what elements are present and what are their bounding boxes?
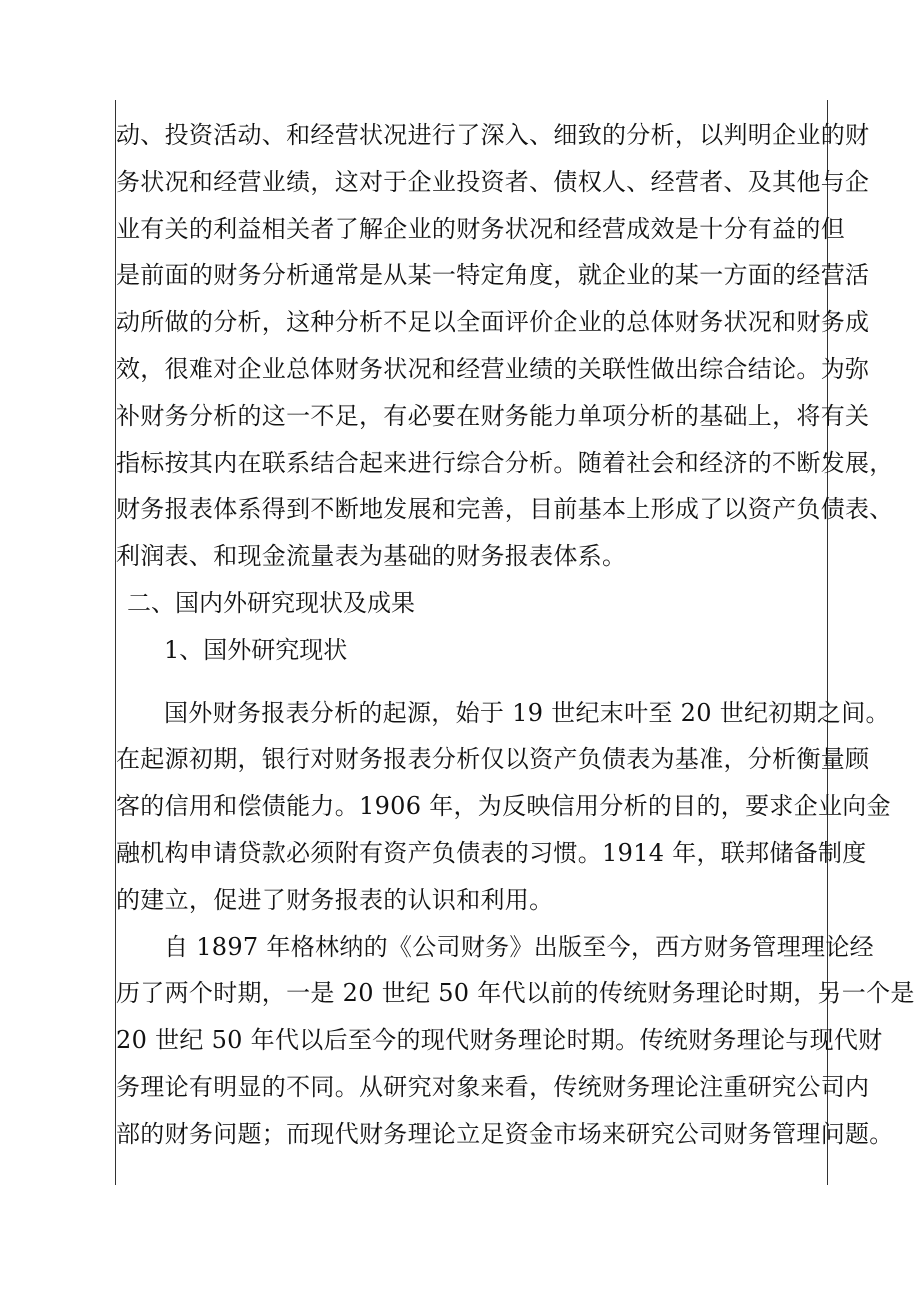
text-line: 务理论有明显的不同。从研究对象来看，传统财务理论注重研究公司内 — [116, 1072, 870, 1101]
text-line: 的建立，促进了财务报表的认识和利用。 — [116, 885, 554, 914]
paragraph-financial-analysis — [116, 112, 894, 580]
text-line: 20 世纪 50 年代以后至今的现代财务理论时期。传统财务理论与现代财 — [116, 1026, 883, 1055]
text-line: 国外财务报表分析的起源，始于 19 世纪末叶至 20 世纪初期之间。 — [164, 698, 890, 727]
text-line: 指标按其内在联系结合起来进行综合分析。随着社会和经济的不断发展， — [116, 448, 894, 477]
text-line: 业有关的利益相关者了解企业的财务状况和经营成效是十分有益的但 — [116, 214, 845, 243]
text-line: 部的财务问题；而现代财务理论立足资金市场来研究公司财务管理问题。 — [116, 1119, 894, 1148]
text-line: 客的信用和偿债能力。1906 年，为反映信用分析的目的，要求企业向金 — [116, 792, 891, 821]
section-heading: 二、国内外研究现状及成果 — [127, 588, 415, 617]
text-line: 利润表、和现金流量表为基础的财务报表体系。 — [116, 542, 627, 571]
text-line: 动所做的分析，这种分析不足以全面评价企业的总体财务状况和财务成 — [116, 308, 870, 337]
text-line: 自 1897 年格林纳的《公司财务》出版至今，西方财务管理理论经 — [164, 932, 874, 961]
spacer — [116, 674, 830, 690]
text-line: 财务报表体系得到不断地发展和完善，目前基本上形成了以资产负债表、 — [116, 495, 894, 524]
text-line: 务状况和经营业绩，这对于企业投资者、债权人、经营者、及其他与企 — [116, 167, 870, 196]
document-body — [116, 112, 915, 1158]
text-line: 效，很难对企业总体财务状况和经营业绩的关联性做出综合结论。为弥 — [116, 354, 870, 383]
paragraph-origin — [116, 690, 891, 924]
text-line: 融机构申请贷款必须附有资产负债表的习惯。1914 年，联邦储备制度 — [116, 838, 867, 867]
text-line: 在起源初期，银行对财务报表分析仅以资产负债表为基准，分析衡量顾 — [116, 745, 870, 774]
subsection-heading: 1、国外研究现状 — [164, 635, 348, 664]
text-line: 是前面的财务分析通常是从某一特定角度，就企业的某一方面的经营活 — [116, 261, 870, 290]
paragraph-theory-history — [116, 924, 915, 1158]
text-line: 补财务分析的这一不足，有必要在财务能力单项分析的基础上，将有关 — [116, 401, 870, 430]
text-line: 历了两个时期，一是 20 世纪 50 年代以前的传统财务理论时期，另一个是 — [116, 979, 915, 1008]
text-line: 动、投资活动、和经营状况进行了深入、细致的分析，以判明企业的财 — [116, 121, 870, 149]
